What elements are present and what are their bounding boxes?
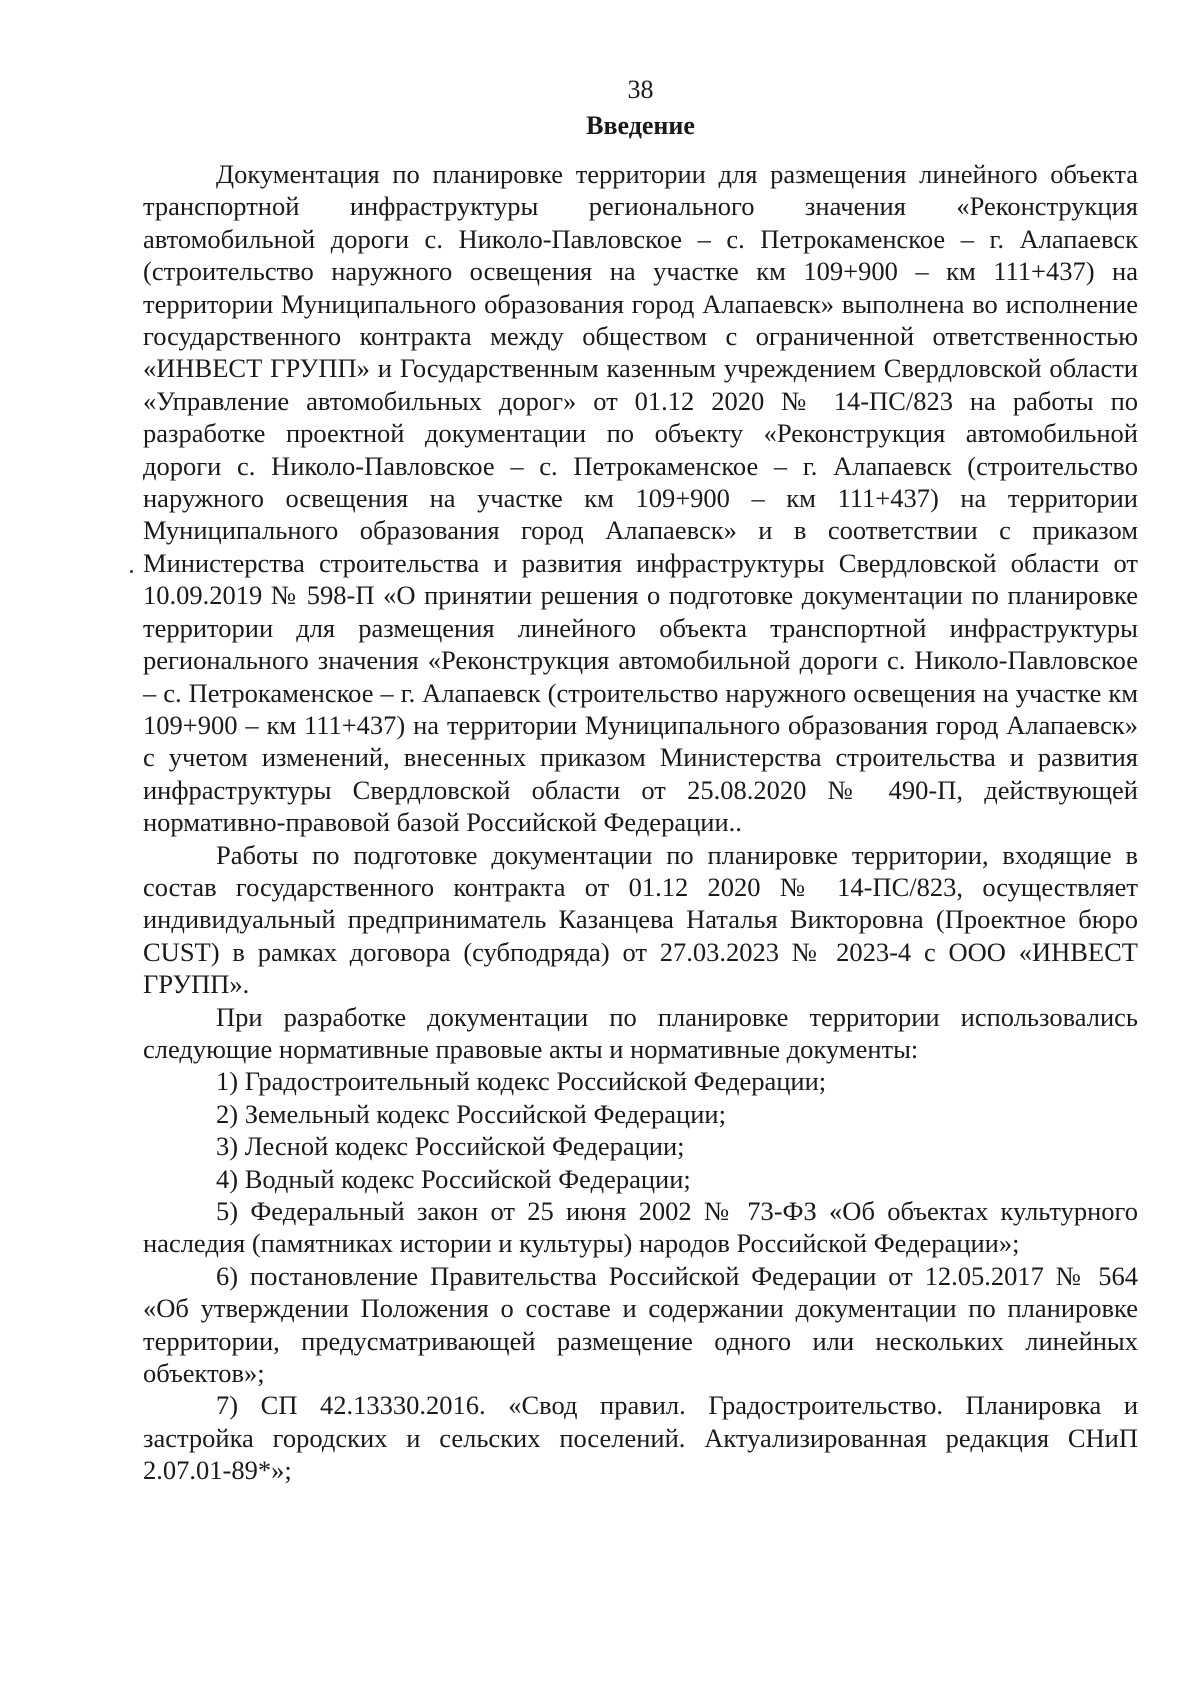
scan-mark: [130, 570, 133, 573]
section-title: Введение: [586, 111, 695, 140]
list-item: 3) Лесной кодекс Российской Федерации;: [216, 1131, 685, 1162]
intro-paragraph-3: При разработке документации по планировке территории использовались следующие нормативные правовые акты и нормативные документы:: [143, 1001, 1138, 1064]
list-item: 1) Градостроительный кодекс Российской Федерации;: [216, 1066, 827, 1097]
intro-paragraph-1: Документация по планировке территории для размещения линейного объекта транспортной инфраструктуры регионального значения «Реконструкция автомобильной дороги с. Николо-Павловское – с. Петрокаменское – г. Алапаевск (строительство наружного освещения на участке км 109+900 – км 111+437) на территории Муниципального образования город Алапаевск» выполнена во исполнение государственного контракта между обществом с ограниченной ответственностью «ИНВЕСТ ГРУПП» и Государственным казенным учреждением Свердловской области «Управление автомобильных дорог» от 01.12 2020 № 14-ПС/823 на работы по разработке проектной документации по объекту «Реконструкция автомобильной дороги с. Николо-Павловское – с. Петрокаменское – г. Алапаевск (строительство наружного освещения на участке км 109+900 – км 111+437) на территории Муниципального образования город Алапаевск» и в соответствии с приказом Министерства строительства и развития инфраструктуры Свердловской области от 10.09.2019 № 598-П «О принятии решения о подготовке документации по планировке территории для размещения линейного объекта транспортной инфраструктуры регионального значения «Реконструкция автомобильной дороги с. Николо-Павловское – с. Петрокаменское – г. Алапаевск (строительство наружного освещения на участке км 109+900 – км 111+437) на территории Муниципального образования город Алапаевск» с учетом изменений, внесенных приказом Министерства строительства и развития инфраструктуры Свердловской области от 25.08.2020 № 490-П, действующей нормативно-правовой базой Российской Федерации..: [143, 159, 1138, 838]
intro-paragraph-2: Работы по подготовке документации по планировке территории, входящие в состав государственного контракта от 01.12 2020 № 14-ПС/823, осуществляет индивидуальный предприниматель Казанцева Наталья Викторовна (Проектное бюро CUST) в рамках договора (субподряда) от 27.03.2023 № 2023-4 с ООО «ИНВЕСТ ГРУПП».: [143, 839, 1138, 1000]
list-item: 4) Водный кодекс Российской Федерации;: [216, 1163, 691, 1194]
page-number: 38: [627, 75, 654, 104]
list-item: 6) постановление Правительства Российской Федерации от 12.05.2017 № 564 «Об утверждении Положения о составе и содержании документации по планировке территории, предусматривающей размещение одного или нескольких линейных объектов»;: [143, 1260, 1138, 1389]
document-page: [143, 72, 1138, 1487]
list-item: 2) Земельный кодекс Российской Федерации;: [216, 1098, 726, 1129]
list-item: 7) СП 42.13330.2016. «Свод правил. Градостроительство. Планировка и застройка городских и сельских поселений. Актуализированная редакция СНиП 2.07.01-89*»;: [143, 1390, 1138, 1486]
list-item: 5) Федеральный закон от 25 июня 2002 № 73-ФЗ «Об объектах культурного наследия (памятниках истории и культуры) народов Российской Федерации»;: [143, 1196, 1138, 1259]
